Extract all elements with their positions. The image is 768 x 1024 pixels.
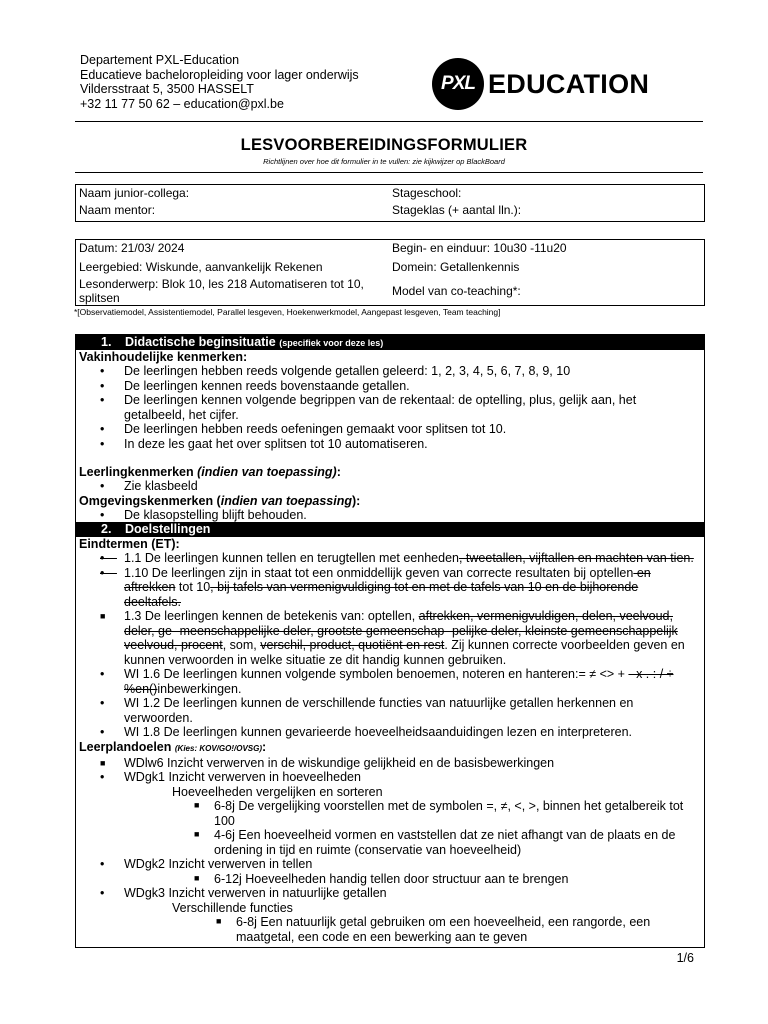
list-item: ■ 1.3 De leerlingen kennen de betekenis van: optellen, aftrekken, vermenigvuldigen, delen, veelvoud, deler, ge- meenschappelijke deler, grootste gemeenschap- pelijke deler, kleinste gemeenschappelijk veelvoud, procent, som, verschil, product, quotiënt en rest. Zij kunnen correcte voorbeelden geven en kunnen verwoorden in welke situatie ze dit handig kunnen gebruiken. [100, 609, 685, 667]
table-row [76, 259, 704, 276]
square-bullet-icon: ■ [100, 611, 106, 621]
spacer [76, 451, 704, 465]
curriculum-goals-heading: Leerplandoelen (Kies: KOV/GO!/OVSG): [79, 739, 267, 754]
square-bullet-icon: ■ [194, 800, 200, 810]
main-content-box [75, 334, 705, 948]
section-title: Didactische beginsituatie [125, 335, 276, 349]
list-item: •— 1.10 De leerlingen zijn in staat tot een onmiddellijk geven van correcte resultaten bij optellen en aftrekken tot 10, bij tafels van vermenigvuldiging tot en met de tafels van 10 en de bijhorende deeltafels. [100, 565, 651, 609]
mentor-field[interactable]: Naam mentor: [79, 203, 156, 217]
list-item: • WDgk2 Inzicht verwerven in tellen [100, 857, 313, 871]
subject-area-field[interactable]: Leergebied: Wiskunde, aanvankelijk Rekenen [79, 260, 323, 274]
bullet-icon: • [100, 696, 105, 710]
page-number: 1/6 [676, 951, 694, 965]
junior-field[interactable]: Naam junior-collega: [79, 186, 190, 200]
square-bullet-icon: ■ [216, 916, 222, 926]
sub-goals-list [76, 915, 704, 944]
curriculum-goals-list [76, 886, 704, 901]
square-bullet-icon: ■ [194, 872, 200, 883]
header-divider [75, 121, 703, 122]
environment-characteristics-list [76, 508, 704, 523]
section-number: 1. [101, 335, 112, 349]
bullet-icon: • [100, 393, 105, 407]
bullet-icon: • [100, 725, 105, 739]
sub-heading: Verschillende functies [172, 900, 293, 915]
address-line: Vildersstraat 5, 3500 HASSELT [80, 82, 254, 96]
time-field[interactable]: Begin- en einduur: 10u30 -11u20 [392, 241, 567, 255]
bullet-icon: •— [100, 551, 117, 565]
environment-characteristics-heading: Omgevingskenmerken (indien van toepassing): [79, 493, 361, 508]
curriculum-goals-list [76, 756, 704, 785]
subject-characteristics-heading: Vakinhoudelijke kenmerken: [79, 350, 248, 364]
section-2-header [76, 522, 704, 537]
list-item: • WDgk1 Inzicht verwerven in hoeveelheden [100, 770, 361, 784]
list-item: • WI 1.2 De leerlingen kunnen de verschillende functies van natuurlijke getallen herkennen en verwoorden. [100, 696, 634, 725]
school-field[interactable]: Stageschool: [392, 186, 462, 200]
form-title: LESVOORBEREIDINGSFORMULIER [240, 136, 528, 154]
bullet-icon: • [100, 436, 105, 451]
form-subtitle: Richtlijnen over hoe dit formulier in te vullen: zie kijkwijzer op BlackBoard [263, 157, 505, 166]
co-teaching-note: *[Observatiemodel, Assistentiemodel, Parallel lesgeven, Hoekenwerkmodel, Aangepast lesgeven, Team teaching] [74, 307, 501, 317]
subject-characteristics-list [76, 364, 704, 451]
sub-heading: Hoeveelheden vergelijken en sorteren [172, 784, 383, 799]
square-bullet-icon: ■ [100, 757, 106, 768]
domain-field[interactable]: Domein: Getallenkennis [392, 260, 520, 274]
title-divider [75, 172, 703, 173]
list-item: ■ 6-8j Een natuurlijk getal gebruiken om een hoeveelheid, een rangorde, een maatgetal, een code en een bewerking aan te geven [216, 915, 651, 944]
bullet-icon: • [100, 479, 105, 493]
bullet-icon: • [100, 886, 105, 900]
list-item: •— 1.1 De leerlingen kunnen tellen en terugtellen met eenheden, tweetallen, vijftallen en machten van tien. [100, 551, 694, 565]
table-row [76, 240, 704, 259]
list-item: ■ 6-12j Hoeveelheden handig tellen door structuur aan te brengen [194, 871, 569, 886]
section-number: 2. [101, 522, 112, 536]
list-item: • De leerlingen hebben reeds volgende getallen geleerd: 1, 2, 3, 4, 5, 6, 7, 8, 9, 10 [100, 364, 571, 378]
section-title: Doelstellingen [125, 522, 211, 536]
sub-goals-list [76, 872, 704, 887]
pupil-characteristics-list [76, 479, 704, 494]
bullet-icon: • [100, 378, 105, 393]
list-item: • In deze les gaat het over splitsen tot 10 automatiseren. [100, 436, 428, 451]
logo-wordmark: EDUCATION [488, 68, 650, 99]
table-row [76, 185, 704, 202]
pupil-characteristics-heading: Leerlingkenmerken (indien van toepassing): [79, 465, 341, 479]
list-item: • De leerlingen kennen volgende begrippen van de rekentaal: de optelling, plus, gelijk aan, het getalbeeld, het cijfer. [100, 393, 637, 422]
class-field[interactable]: Stageklas (+ aantal lln.): [392, 203, 522, 217]
address-line: Departement PXL-Education [80, 53, 240, 67]
department-address [80, 53, 359, 111]
bullet-icon: • [100, 770, 105, 784]
pxl-logo-icon: PXL [432, 58, 484, 110]
list-item: • De klasopstelling blijft behouden. [100, 507, 307, 522]
table-row [76, 276, 704, 305]
list-item: • WI 1.8 De leerlingen kunnen gevarieerde hoeveelheidsaanduidingen lezen en interpreteren. [100, 725, 632, 739]
co-teaching-field[interactable]: Model van co-teaching*: [392, 283, 521, 298]
list-item: ■ 4-6j Een hoeveelheid vormen en vaststellen dat ze niet afhangt van de plaats en de ordening in tijd en ruimte (conservatie van hoeveelheid) [194, 828, 676, 857]
lesson-info-table [75, 239, 705, 306]
list-item: • WDgk3 Inzicht verwerven in natuurlijke getallen [100, 886, 387, 900]
bullet-icon: • [100, 857, 105, 871]
topic-field[interactable]: Lesonderwerp: Blok 10, les 218 Automatiseren tot 10, splitsen [79, 276, 364, 305]
bullet-icon: • [100, 507, 105, 522]
pxl-education-logo [432, 57, 649, 111]
list-item: ■ WDlw6 Inzicht verwerven in de wiskundige gelijkheid en de basisbewerkingen [100, 755, 555, 770]
list-item: • WI 1.6 De leerlingen kunnen volgende symbolen benoemen, noteren en hanteren:= ≠ <> + - x . : / ÷ %en()inbewerkingen. [100, 667, 674, 696]
attainment-targets-heading: Eindtermen (ET): [79, 537, 180, 551]
section-1-header [76, 335, 704, 350]
table-row [76, 202, 704, 221]
bullet-icon: • [100, 422, 105, 436]
attainment-targets-list [76, 551, 704, 740]
list-item: • De leerlingen hebben reeds oefeningen gemaakt voor splitsen tot 10. [100, 422, 507, 436]
date-field[interactable]: Datum: 21/03/ 2024 [79, 241, 185, 255]
list-item: ■ 6-8j De vergelijking voorstellen met de symbolen =, ≠, <, >, binnen het getalbereik tot 100 [194, 799, 684, 828]
bullet-icon: • [100, 667, 105, 681]
square-bullet-icon: ■ [194, 829, 200, 839]
section-title-note: (specifiek voor deze les) [279, 338, 384, 348]
address-line: +32 11 77 50 62 – education@pxl.be [80, 96, 284, 111]
list-item: • De leerlingen kennen reeds bovenstaande getallen. [100, 378, 410, 393]
address-line: Educatieve bacheloropleiding voor lager onderwijs [80, 67, 359, 82]
list-item: • Zie klasbeeld [100, 479, 198, 493]
curriculum-goals-list [76, 857, 704, 872]
sub-goals-list [76, 799, 704, 857]
bullet-icon: •— [100, 565, 117, 580]
identity-table [75, 184, 705, 222]
bullet-icon: • [100, 364, 105, 378]
